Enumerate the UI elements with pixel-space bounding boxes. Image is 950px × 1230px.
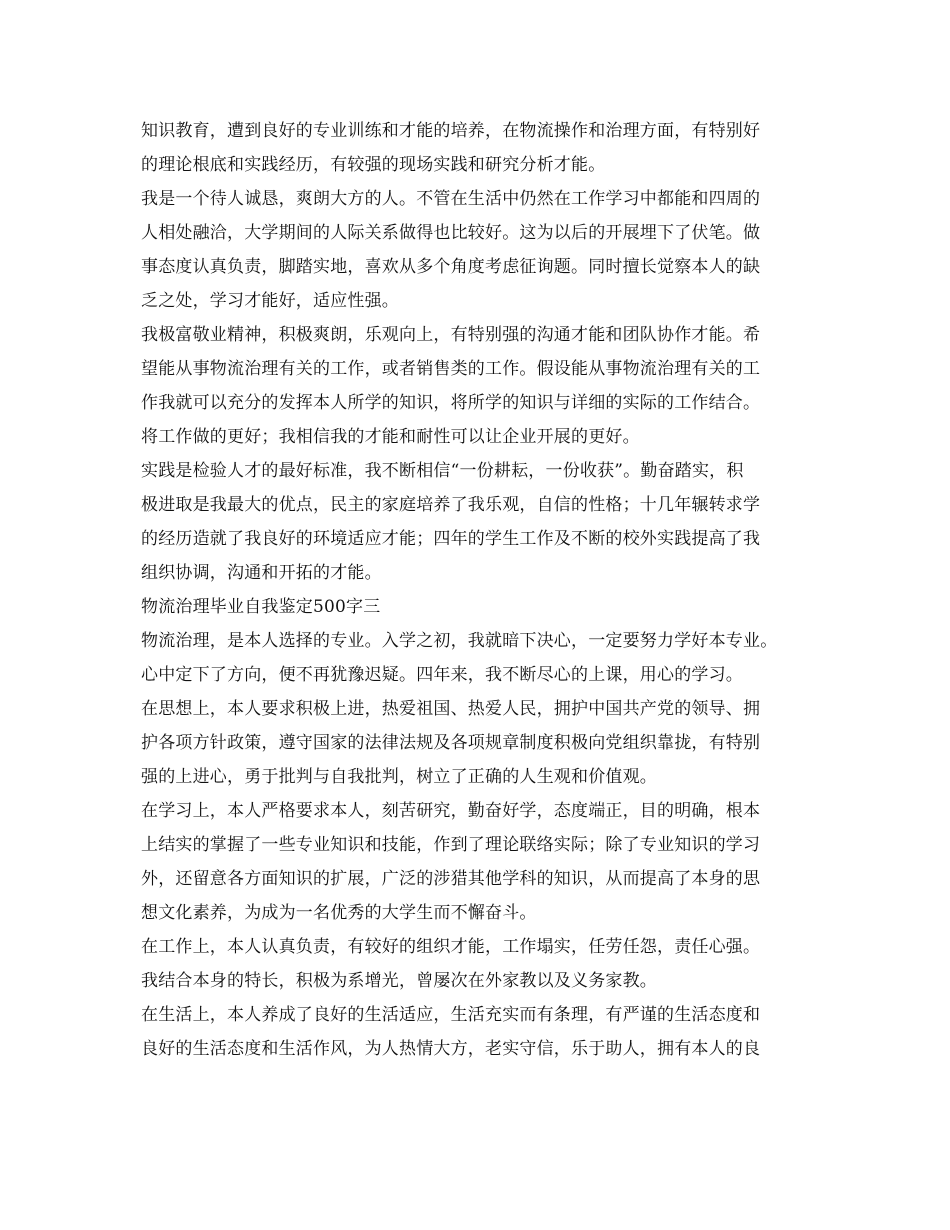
text-line: 人相处融洽，大学期间的人际关系做得也比较好。这为以后的开展埋下了伏笔。做 bbox=[141, 223, 761, 243]
text-line: 在思想上，本人要求积极上进，热爱祖国、热爱人民，拥护中国共产党的领导、拥 bbox=[141, 699, 761, 719]
text-line: 作我就可以充分的发挥本人所学的知识，将所学的知识与详细的实际的工作结合。 bbox=[141, 393, 761, 413]
text-line: 我结合本身的特长，积极为系增光，曾屡次在外家教以及义务家教。 bbox=[141, 971, 657, 991]
text-line: 护各项方针政策，遵守国家的法律法规及各项规章制度积极向党组织靠拢，有特别 bbox=[141, 733, 761, 753]
text-line: 极进取是我最大的优点，民主的家庭培养了我乐观，自信的性格；十几年辗转求学 bbox=[141, 495, 761, 515]
text-line: 组织协调，沟通和开拓的才能。 bbox=[141, 563, 382, 583]
text-line: 想文化素养，为成为一名优秀的大学生而不懈奋斗。 bbox=[141, 903, 537, 923]
text-line: 在工作上，本人认真负责，有较好的组织才能，工作塌实，任劳任怨，责任心强。 bbox=[141, 937, 761, 957]
text-line: 望能从事物流治理有关的工作，或者销售类的工作。假设能从事物流治理有关的工 bbox=[141, 359, 761, 379]
text-line: 外，还留意各方面知识的扩展，广泛的涉猎其他学科的知识，从而提高了本身的思 bbox=[141, 869, 761, 889]
text-line: 知识教育，遭到良好的专业训练和才能的培养，在物流操作和治理方面，有特别好 bbox=[141, 121, 761, 141]
text-line: 物流治理，是本人选择的专业。入学之初，我就暗下决心，一定要努力学好本专业。 bbox=[141, 631, 778, 651]
text-line: 乏之处，学习才能好，适应性强。 bbox=[141, 291, 399, 311]
text-line: 的理论根底和实践经历，有较强的现场实践和研究分析才能。 bbox=[141, 155, 606, 175]
text-line: 强的上进心，勇于批判与自我批判，树立了正确的人生观和价值观。 bbox=[141, 767, 657, 787]
text-line: 我极富敬业精神，积极爽朗，乐观向上，有特别强的沟通才能和团队协作才能。希 bbox=[141, 325, 761, 345]
section-heading: 物流治理毕业自我鉴定500字三 bbox=[141, 597, 381, 617]
text-line: 在学习上，本人严格要求本人，刻苦研究，勤奋好学，态度端正，目的明确，根本 bbox=[141, 801, 761, 821]
text-line: 实践是检验人才的最好标准，我不断相信“一份耕耘，一份收获”。勤奋踏实，积 bbox=[141, 461, 744, 481]
text-line: 事态度认真负责，脚踏实地，喜欢从多个角度考虑征询题。同时擅长觉察本人的缺 bbox=[141, 257, 761, 277]
text-line: 将工作做的更好；我相信我的才能和耐性可以让企业开展的更好。 bbox=[141, 427, 640, 447]
text-line: 良好的生活态度和生活作风，为人热情大方，老实守信，乐于助人，拥有本人的良 bbox=[141, 1039, 761, 1059]
text-line: 心中定下了方向，便不再犹豫迟疑。四年来，我不断尽心的上课，用心的学习。 bbox=[141, 665, 743, 685]
text-line: 的经历造就了我良好的环境适应才能；四年的学生工作及不断的校外实践提高了我 bbox=[141, 529, 761, 549]
text-line: 上结实的掌握了一些专业知识和技能，作到了理论联络实际；除了专业知识的学习 bbox=[141, 835, 761, 855]
text-line: 在生活上，本人养成了良好的生活适应，生活充实而有条理，有严谨的生活态度和 bbox=[141, 1005, 761, 1025]
text-line: 我是一个待人诚恳，爽朗大方的人。不管在生活中仍然在工作学习中都能和四周的 bbox=[141, 189, 761, 209]
